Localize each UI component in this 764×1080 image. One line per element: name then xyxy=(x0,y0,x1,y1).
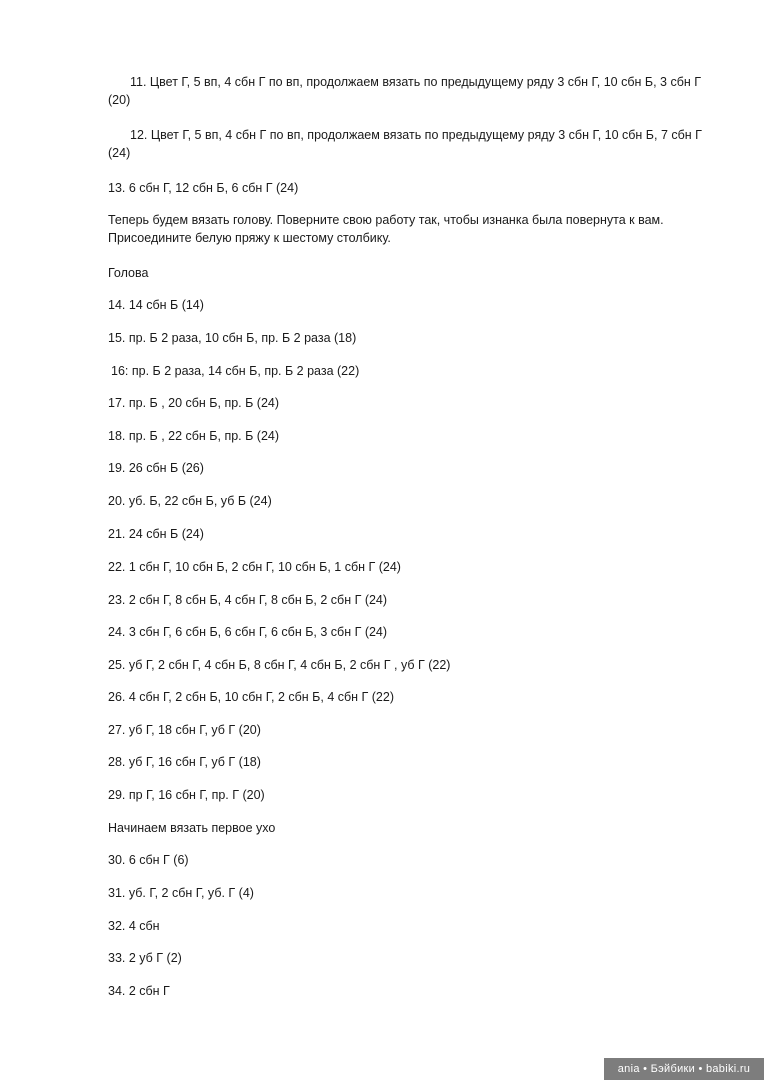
instruction-row-15: 15. пр. Б 2 раза, 10 сбн Б, пр. Б 2 раза (18) xyxy=(108,331,357,345)
instruction-row-17: 17. пр. Б , 20 сбн Б, пр. Б (24) xyxy=(108,396,280,410)
instruction-row-33: 33. 2 уб Г (2) xyxy=(108,951,182,965)
instruction-row-29: 29. пр Г, 16 сбн Г, пр. Г (20) xyxy=(108,788,265,802)
instruction-row-31: 31. уб. Г, 2 сбн Г, уб. Г (4) xyxy=(108,886,254,900)
instruction-row-30: 30. 6 сбн Г (6) xyxy=(108,853,189,867)
instruction-row-16: 16: пр. Б 2 раза, 14 сбн Б, пр. Б 2 раза (22) xyxy=(111,364,360,378)
instruction-row-21: 21. 24 сбн Б (24) xyxy=(108,527,204,541)
instruction-row-20: 20. уб. Б, 22 сбн Б, уб Б (24) xyxy=(108,494,272,508)
instruction-row-34: 34. 2 сбн Г xyxy=(108,984,170,998)
instruction-row-19: 19. 26 сбн Б (26) xyxy=(108,461,204,475)
section-heading-first-ear: Начинаем вязать первое ухо xyxy=(108,821,276,835)
site-watermark: ania • Бэйбики • babiki.ru xyxy=(604,1058,764,1080)
section-heading-head: Голова xyxy=(108,266,149,280)
instruction-row-13: 13. 6 сбн Г, 12 сбн Б, 6 сбн Г (24) xyxy=(108,181,299,195)
instruction-row-28: 28. уб Г, 16 сбн Г, уб Г (18) xyxy=(108,755,261,769)
instruction-row-12: 12. Цвет Г, 5 вп, 4 сбн Г по вп, продолжаем вязать по предыдущему ряду 3 сбн Г, 10 сбн Б, 7 сбн Г (24) xyxy=(108,128,702,160)
instruction-row-32: 32. 4 сбн xyxy=(108,919,160,933)
instruction-row-18: 18. пр. Б , 22 сбн Б, пр. Б (24) xyxy=(108,429,280,443)
instruction-row-23: 23. 2 сбн Г, 8 сбн Б, 4 сбн Г, 8 сбн Б, 2 сбн Г (24) xyxy=(108,593,388,607)
instruction-row-25: 25. уб Г, 2 сбн Г, 4 сбн Б, 8 сбн Г, 4 сбн Б, 2 сбн Г , уб Г (22) xyxy=(108,658,451,672)
instruction-row-24: 24. 3 сбн Г, 6 сбн Б, 6 сбн Г, 6 сбн Б, 3 сбн Г (24) xyxy=(108,625,388,639)
instruction-row-14: 14. 14 сбн Б (14) xyxy=(108,298,204,312)
instruction-row-11: 11. Цвет Г, 5 вп, 4 сбн Г по вп, продолжаем вязать по предыдущему ряду 3 сбн Г, 10 сбн Б, 3 сбн Г (20) xyxy=(108,75,702,107)
head-intro-paragraph: Теперь будем вязать голову. Поверните свою работу так, чтобы изнанка была повернута к вам. Присоедините белую пряжу к шестому столбику. xyxy=(108,213,664,245)
instruction-row-26: 26. 4 сбн Г, 2 сбн Б, 10 сбн Г, 2 сбн Б, 4 сбн Г (22) xyxy=(108,690,394,704)
instruction-row-27: 27. уб Г, 18 сбн Г, уб Г (20) xyxy=(108,723,261,737)
instruction-row-22: 22. 1 сбн Г, 10 сбн Б, 2 сбн Г, 10 сбн Б, 1 сбн Г (24) xyxy=(108,560,401,574)
